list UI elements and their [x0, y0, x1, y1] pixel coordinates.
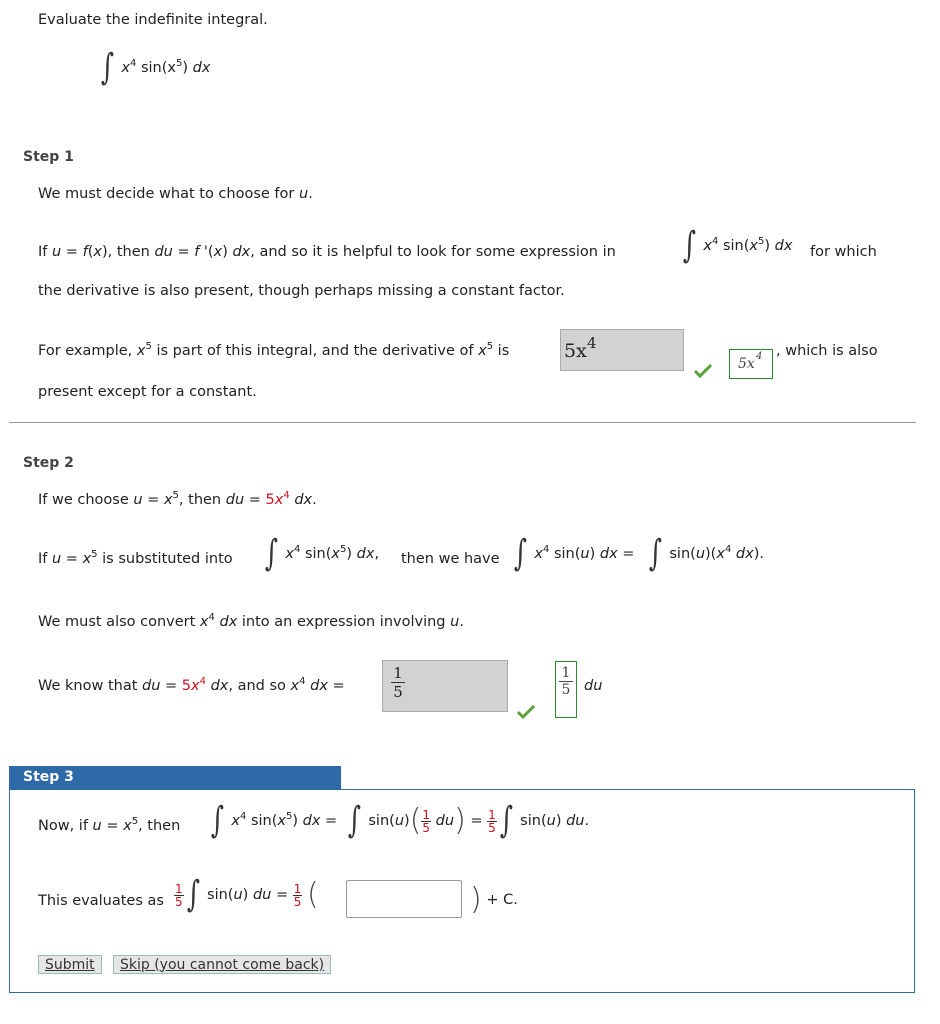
step2-line3: We must also convert $x^4$ dx into an expression involving u.: [38, 612, 464, 630]
correct-answer-badge: 5x 4: [729, 349, 773, 379]
intro-prompt: Evaluate the indefinite integral.: [38, 12, 268, 28]
check-icon: [517, 705, 535, 719]
step2-line1: If we choose $u = x^5$, then du = $5x^4$ dx.: [38, 490, 317, 508]
step2-answer-field[interactable]: 1 5: [382, 660, 508, 712]
skip-button[interactable]: Skip (you cannot come back): [113, 955, 331, 974]
step1-line2: If u = f(x), then du = f '(x) dx, and so it is helpful to look for some expression in: [38, 244, 616, 260]
step3-header: Step 3: [9, 766, 341, 789]
step1-line5: present except for a constant.: [38, 384, 257, 400]
step1-answer-field[interactable]: 5x 4: [560, 329, 684, 371]
step1-line4: For example, $x^5$ is part of this integral, and the derivative of $x^5$ is: [38, 341, 510, 359]
submit-button[interactable]: Submit: [38, 955, 102, 974]
intro-integral: ∫ $x^4$ $\sin(x^5)$ dx: [100, 47, 211, 88]
step2-integral-2: ∫ $x^4$ sin(u) dx =: [513, 533, 635, 574]
step1-line1: We must decide what to choose for u.: [38, 186, 313, 202]
step1-line4-end: , which is also: [776, 343, 878, 359]
step2-line2-a: If $u = x^5$ is substituted into: [38, 549, 233, 567]
step3-integral-2: ∫ sin(u)( $\frac{1}{5}$ du) = $\frac{1}{5}$ ∫ sin(u) du.: [347, 800, 590, 841]
step2-integral-1: ∫ $x^4$ $\sin(x^5)$ dx,: [264, 533, 380, 574]
step2-line4: We know that du = $5x^4$ dx, and so $x^4$ dx =: [38, 676, 345, 694]
step1-integral: ∫ $x^4$ $\sin(x^5)$ dx: [682, 225, 793, 266]
step3-line2-a: This evaluates as: [38, 893, 164, 909]
step3-tail: ) + C.: [470, 882, 518, 917]
step3-integral-3: $\frac{1}{5}$ ∫ sin(u) du = $\frac{1}{5}$ (: [175, 874, 319, 915]
integral-sign: ∫: [100, 47, 114, 88]
step1-line3: the derivative is also present, though perhaps missing a constant factor.: [38, 283, 565, 299]
step2-du: du: [584, 678, 603, 694]
answer-input[interactable]: [346, 880, 462, 918]
correct-answer-badge: 1 5: [555, 661, 577, 718]
step2-title: Step 2: [23, 455, 74, 471]
step3-integral-1: ∫ $x^4$ $\sin(x^5)$ dx =: [210, 800, 338, 841]
step3-line1-a: Now, if $u = x^5$, then: [38, 816, 181, 834]
step2-line2-b: then we have: [401, 551, 500, 567]
check-icon: [694, 364, 712, 378]
step1-title: Step 1: [23, 149, 74, 165]
step1-line2-end: for which: [810, 244, 877, 260]
step2-integral-3: ∫ $\sin(u)(x^4$ dx).: [648, 533, 764, 574]
divider: [9, 422, 916, 423]
